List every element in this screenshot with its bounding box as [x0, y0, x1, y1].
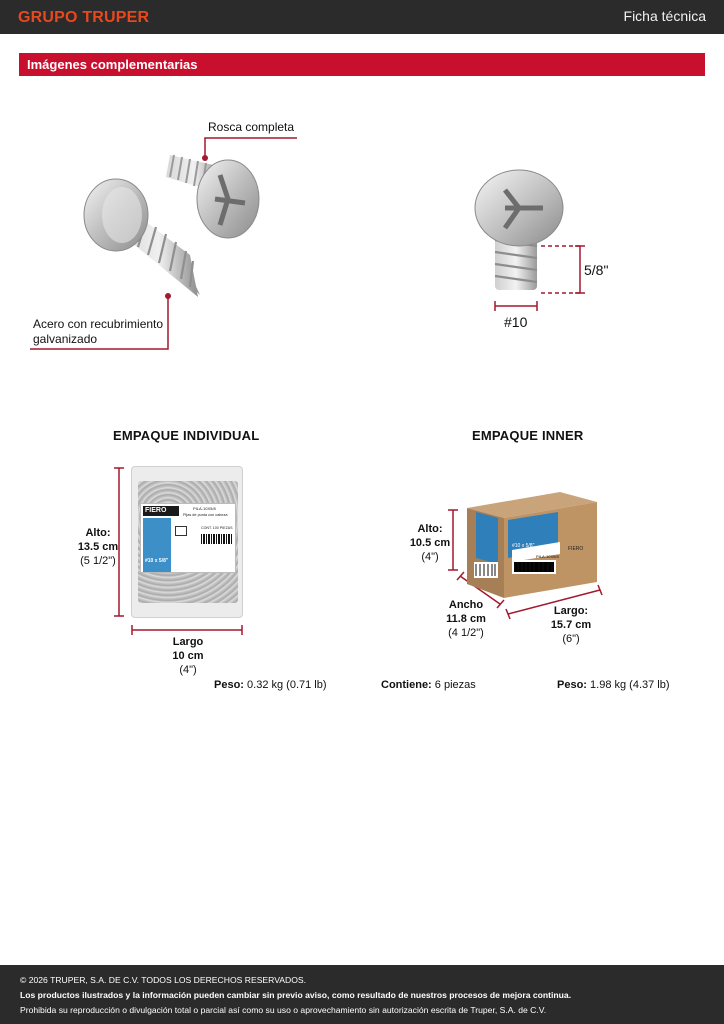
bag-brand: FIERO [143, 506, 179, 516]
individual-bag-image [131, 466, 243, 618]
document-type: Ficha técnica [623, 8, 706, 24]
individual-weight-value: 0.32 kg (0.71 lb) [247, 679, 327, 691]
individual-weight [214, 679, 327, 691]
individual-height-cm: 13.5 cm [77, 541, 119, 553]
inner-contains-value: 6 piezas [434, 679, 476, 691]
individual-height-label: Alto: [85, 527, 111, 539]
individual-length-in: (4") [179, 664, 197, 676]
bag-label [140, 503, 236, 573]
footer-copyright: © 2026 TRUPER, S.A. DE C.V. TODOS LOS DERECHOS RESERVADOS. [20, 975, 307, 985]
barcode-icon [201, 534, 233, 544]
bag-code: PILA-10X5/8 [193, 506, 216, 511]
inner-height-label: Alto: [417, 523, 443, 535]
individual-height-in: (5 1/2") [80, 555, 116, 567]
inner-width-in: (4 1/2") [448, 627, 484, 639]
box-code: PILA-10X5/8 [536, 554, 559, 559]
dimension-length: 5/8" [584, 262, 609, 278]
individual-length-label: Largo [172, 636, 204, 648]
individual-weight-label: Peso: [214, 679, 244, 691]
brand-logo: GRUPO TRUPER [18, 9, 150, 26]
box-size: #10 x 5/8" [512, 543, 535, 549]
section-title: Imágenes complementarias [27, 57, 198, 72]
callout-material-line2: galvanizado [33, 332, 98, 346]
footer-disclaimer: Los productos ilustrados y la información pueden cambiar sin previo aviso, como resultado de nuestros procesos de mejora continua. [20, 990, 572, 1000]
inner-width-label: Ancho [448, 599, 484, 611]
inner-weight-value: 1.98 kg (4.37 lb) [590, 679, 670, 691]
callout-material-line1: Acero con recubrimiento [33, 317, 164, 331]
inner-pack-heading: EMPAQUE INNER [472, 428, 584, 443]
callout-thread: Rosca completa [208, 120, 295, 134]
inner-length-in: (6") [562, 633, 580, 645]
inner-length-cm: 15.7 cm [550, 619, 592, 631]
footer [0, 965, 724, 1024]
bag-blue-panel [143, 518, 171, 572]
footer-prohibition: Prohibida su reproducción o divulgación total o parcial así como su uso o aprovechamiento sin autorización escrita de Truper, S.A. de C.V. [20, 1005, 547, 1015]
bag-size: #10 x 5/8" [145, 558, 169, 564]
bag-desc: Pijas de punta con cabeza [183, 513, 228, 517]
warning-icon [175, 526, 187, 536]
screw-dimension-image [465, 160, 615, 330]
individual-length-cm: 10 cm [172, 650, 204, 662]
inner-length-label: Largo: [553, 605, 589, 617]
callout-lines [0, 0, 724, 360]
inner-width-cm: 11.8 cm [446, 613, 486, 625]
inner-weight-label: Peso: [557, 679, 587, 691]
bag-count: CONT. 100 PIEZAS [201, 526, 233, 530]
dimension-gauge: #10 [504, 314, 528, 330]
inner-weight [557, 679, 670, 691]
inner-contains [381, 679, 476, 691]
inner-height-in: (4") [421, 551, 439, 563]
individual-pack-heading: EMPAQUE INDIVIDUAL [113, 428, 260, 443]
inner-height-cm: 10.5 cm [409, 537, 451, 549]
inner-contains-label: Contiene: [381, 679, 432, 691]
box-brand: FIERO [568, 546, 584, 552]
